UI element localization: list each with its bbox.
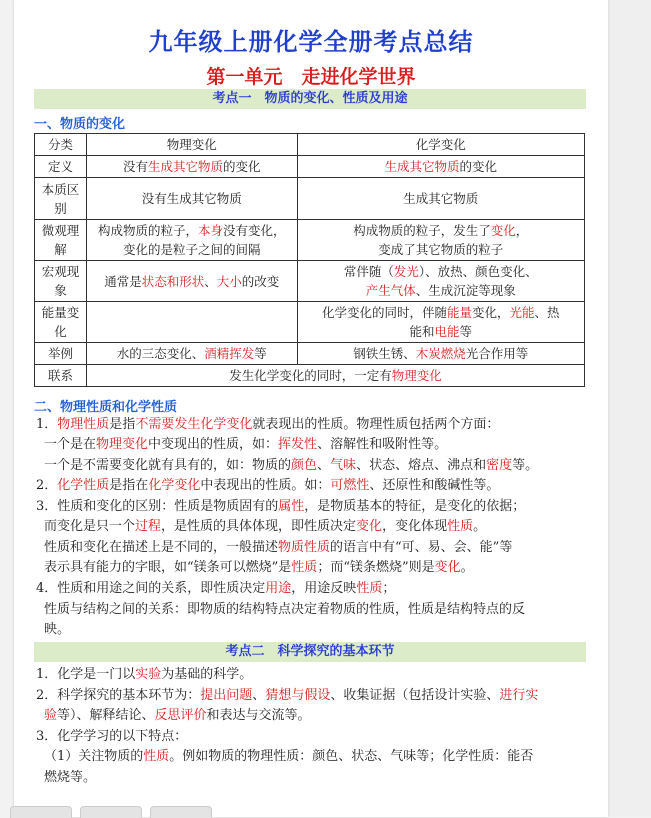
text-line: 表示具有能力的字眼，如“镁条可以燃烧”是性质；而“镁条燃烧”则是变化。	[44, 560, 474, 575]
table-row	[35, 178, 585, 220]
table-row	[35, 365, 585, 387]
row-label: 微观理解	[35, 220, 87, 261]
row-label: 本质区别	[35, 178, 87, 220]
row-label: 能量变化	[35, 302, 87, 343]
table-cell	[86, 302, 297, 343]
text-line: 映。	[44, 622, 71, 637]
table-header: 分类	[35, 134, 87, 156]
row-label: 定义	[35, 156, 87, 178]
text-line: 2．化学性质是指在化学变化中表现出的性质。如：可燃性、还原性和酸碱性等。	[36, 478, 500, 493]
table-cell: 发生化学变化的同时，一定有物理变化	[86, 365, 584, 387]
table-row	[35, 134, 585, 156]
table-row	[35, 156, 585, 178]
section-band-kp2: 考点二 科学探究的基本环节	[34, 642, 586, 662]
table-cell: 化学变化的同时，伴随能量变化，光能、热 能和电能等	[297, 302, 584, 343]
page-thumbnail[interactable]	[150, 806, 212, 818]
document-page	[14, 0, 608, 817]
table-row	[35, 302, 585, 343]
table-header: 物理变化	[86, 134, 297, 156]
table-cell: 构成物质的粒子，本身没有变化， 变化的是粒子之间的间隔	[86, 220, 297, 261]
row-label: 联系	[35, 365, 87, 387]
table-cell: 钢铁生锈、木炭燃烧光合作用等	[297, 343, 584, 365]
table-cell: 通常是状态和形状、大小的改变	[86, 261, 297, 302]
table-row	[35, 220, 585, 261]
heading-changes: 一、物质的变化	[34, 117, 126, 132]
text-line: 而变化是只一个过程，是性质的具体体现，即性质决定变化，变化体现性质。	[44, 519, 487, 534]
page-thumbnail[interactable]	[80, 806, 142, 818]
text-line: 1．物理性质是指不需要发生化学变化就表现出的性质。物理性质包括两个方面：	[36, 417, 500, 432]
text-line: 一个是不需要变化就有具有的，如：物质的颜色、气味、状态、熔点、沸点和密度等。	[44, 458, 539, 473]
text-line: 性质与结构之间的关系：即物质的结构特点决定着物质的性质，性质是结构特点的反	[44, 602, 526, 617]
table-row	[35, 261, 585, 302]
text-line: 4．性质和用途之间的关系，即性质决定用途，用途反映性质；	[36, 581, 396, 596]
text-line: 3．化学学习的以下特点：	[36, 729, 188, 744]
row-label: 举例	[35, 343, 87, 365]
table-cell: 没有生成其它物质	[86, 178, 297, 220]
scroll-area	[608, 0, 651, 817]
text-line: 2．科学探究的基本环节为：提出问题、猜想与假设、收集证据（包括设计实验、进行实	[36, 688, 539, 703]
text-line: 燃烧等。	[44, 770, 97, 785]
table-cell: 构成物质的粒子，发生了变化， 变成了其它物质的粒子	[297, 220, 584, 261]
table-cell: 生成其它物质的变化	[297, 156, 584, 178]
text-line: 验等）、解释结论、反思评价和表达与交流等。	[44, 708, 311, 723]
text-line: （1）关注物质的性质。例如物质的物理性质：颜色、状态、气味等；化学性质：能否	[44, 749, 534, 764]
heading-properties: 二、物理性质和化学性质	[34, 400, 178, 415]
table-cell: 常伴随（发光）、放热、颜色变化、 产生气体、生成沉淀等现象	[297, 261, 584, 302]
text-line: 3．性质和变化的区别：性质是物质固有的属性，是物质基本的特征，是变化的依据；	[36, 499, 526, 514]
text-line: 1．化学是一门以实验为基础的科学。	[36, 667, 253, 682]
table-cell: 水的三态变化、酒精挥发等	[86, 343, 297, 365]
text-line: 一个是在物理变化中变现出的性质，如：挥发性、溶解性和吸附性等。	[44, 437, 448, 452]
text-line: 性质和变化在描述上是不同的，一般描述物质性质的语言中有“可、易、会、能”等	[44, 540, 513, 555]
section-band-kp1: 考点一 物质的变化、性质及用途	[34, 89, 586, 109]
document-title: 九年级上册化学全册考点总结	[148, 27, 474, 56]
table-header: 化学变化	[297, 134, 584, 156]
changes-table	[34, 133, 585, 387]
unit-title: 第一单元 走进化学世界	[206, 66, 416, 88]
table-cell: 生成其它物质	[297, 178, 584, 220]
table-row	[35, 343, 585, 365]
page-thumbnail[interactable]	[10, 806, 72, 818]
table-cell: 没有生成其它物质的变化	[86, 156, 297, 178]
row-label: 宏观现象	[35, 261, 87, 302]
